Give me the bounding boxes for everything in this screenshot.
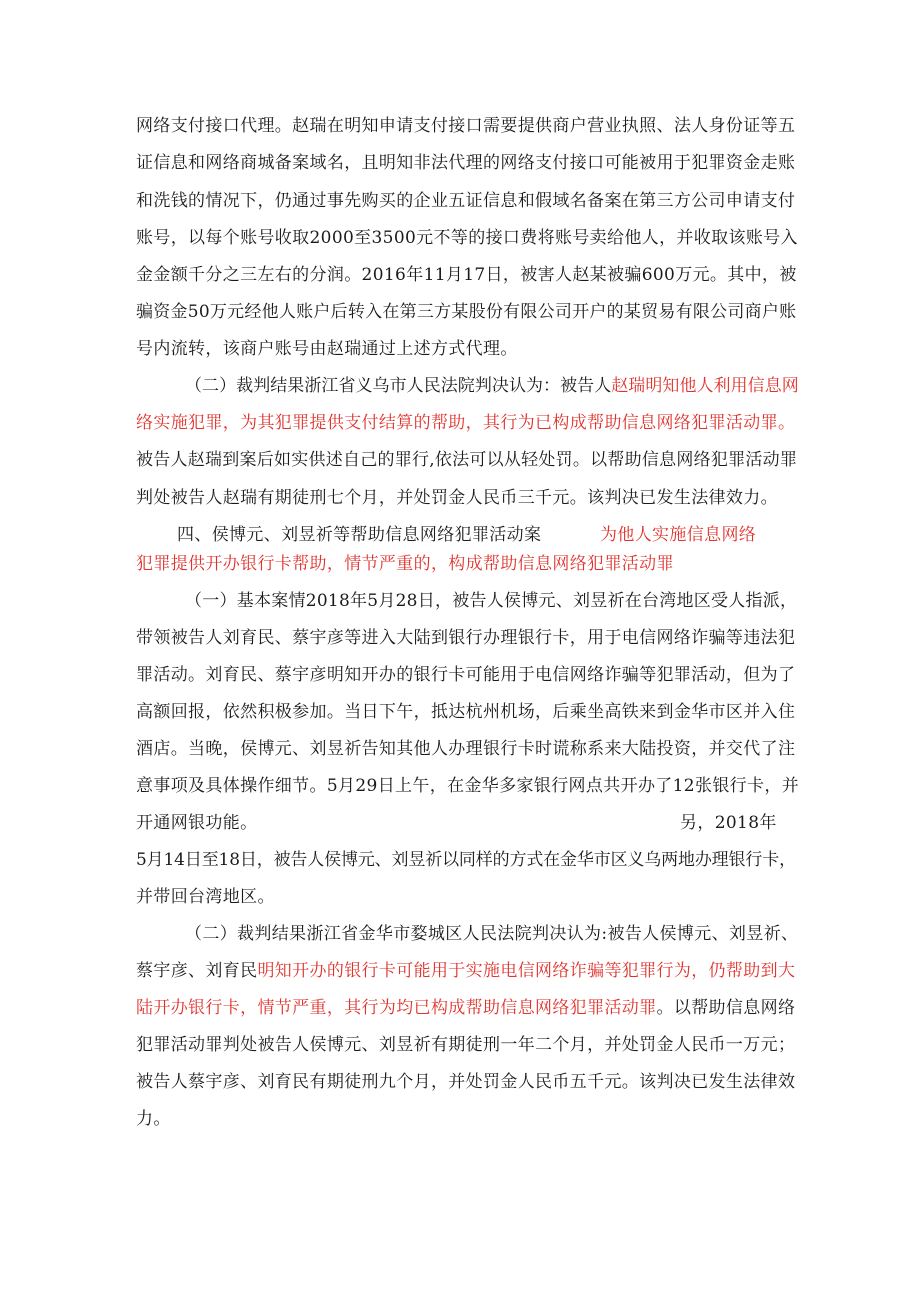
text-line: 高额回报，依然积极参加。当日下午，抵达杭州机场，后乘坐高铁来到金华市区并入住 bbox=[136, 702, 796, 722]
text-line bbox=[136, 960, 795, 982]
text-line: （二）裁判结果浙江省金华市婺城区人民法院判决认为:被告人侯博元、刘昱祈、 bbox=[185, 924, 799, 944]
text-line: 证信息和网络商城备案域名，且明知非法代理的网络支付接口可能被用于犯罪资金走账 bbox=[136, 153, 796, 173]
text-line: 带领被告人刘育民、蔡宇彦等进入大陆到银行办理银行卡，用于电信网络诈骗等违法犯 bbox=[136, 628, 796, 648]
text-line: 另，2018年 bbox=[680, 813, 777, 833]
highlighted-ruling: 赵瑞明知他人利用信息网 bbox=[611, 376, 799, 396]
text-line: 开通网银功能。 bbox=[136, 813, 258, 833]
text-line: 并带回台湾地区。 bbox=[136, 887, 275, 907]
text-line: 被告人赵瑞到案后如实供述自己的罪行,依法可以从轻处罚。以帮助信息网络犯罪活动罪 bbox=[136, 450, 798, 470]
highlighted-ruling: 络实施犯罪，为其犯罪提供支付结算的帮助，其行为已构成帮助信息网络犯罪活动罪。 bbox=[136, 413, 796, 433]
case-summary: 为他人实施信息网络 bbox=[600, 525, 757, 545]
text-line: 判处被告人赵瑞有期徒刑七个月，并处罚金人民币三千元。该判决已发生法律效力。 bbox=[136, 488, 778, 508]
text-line: 酒店。当晚，侯博元、刘昱祈告知其他人办理银行卡时谎称系来大陆投资，并交代了注 bbox=[136, 739, 796, 759]
text-line: （一）基本案情2018年5月28日，被告人侯博元、刘昱祈在台湾地区受人指派， bbox=[185, 591, 798, 611]
sentence-intro: 。以帮助信息网络 bbox=[656, 998, 796, 1018]
text-line: 犯罪活动罪判处被告人侯博元、刘昱祈有期徒刑一年二个月，并处罚金人民币一万元； bbox=[136, 1035, 796, 1055]
highlighted-ruling: 陆开办银行卡，情节严重，其行为均已构成帮助信息网络犯罪活动罪 bbox=[136, 998, 657, 1018]
highlighted-ruling: 明知开办的银行卡可能用于实施电信网络诈骗等犯罪行为，仍帮助到大 bbox=[257, 961, 796, 981]
text-line: 意事项及具体操作细节。5月29日上午，在金华多家银行网点共开办了12张银行卡，并 bbox=[136, 776, 800, 796]
case-summary: 犯罪提供开办银行卡帮助，情节严重的，构成帮助信息网络犯罪活动罪 bbox=[136, 554, 674, 574]
text-line: 号内流转，该商户账号由赵瑞通过上述方式代理。 bbox=[136, 339, 518, 359]
text-line: 账号，以每个账号收取2000至3500元不等的接口费将账号卖给他人，并收取该账号入 bbox=[136, 228, 798, 248]
text-line: 被告人蔡宇彦、刘育民有期徒刑九个月，并处罚金人民币五千元。该判决已发生法律效 bbox=[136, 1072, 796, 1092]
text-line: 骗资金50万元经他人账户后转入在第三方某股份有限公司开户的某贸易有限公司商户账 bbox=[136, 302, 797, 322]
text-line: 和洗钱的情况下，仍通过事先购买的企业五证信息和假域名备案在第三方公司申请支付 bbox=[136, 191, 796, 211]
case-title: 四、侯博元、刘昱祈等帮助信息网络犯罪活动案 bbox=[177, 525, 542, 545]
text-line: 金金额千分之三左右的分润。2016年11月17日，被害人赵某被骗600万元。其中，被 bbox=[136, 265, 797, 285]
text-line: 力。 bbox=[136, 1109, 171, 1129]
text-line: 罪活动。刘育民、蔡宇彦明知开办的银行卡可能用于电信网络诈骗等犯罪活动，但为了 bbox=[136, 665, 796, 685]
text-line: 网络支付接口代理。赵瑞在明知申请支付接口需要提供商户营业执照、法人身份证等五 bbox=[136, 116, 796, 136]
judgment-paragraph-start bbox=[185, 375, 799, 397]
text-line: 5月14日至18日，被告人侯博元、刘昱祈以同样的方式在金华市区义乌两地办理银行卡， bbox=[136, 850, 796, 870]
defendant-names: 蔡宇彦、刘育民 bbox=[136, 961, 258, 981]
text-line bbox=[136, 997, 795, 1019]
case-heading bbox=[177, 524, 541, 546]
judgment-intro: （二）裁判结果浙江省义乌市人民法院判决认为：被告人 bbox=[185, 376, 612, 396]
